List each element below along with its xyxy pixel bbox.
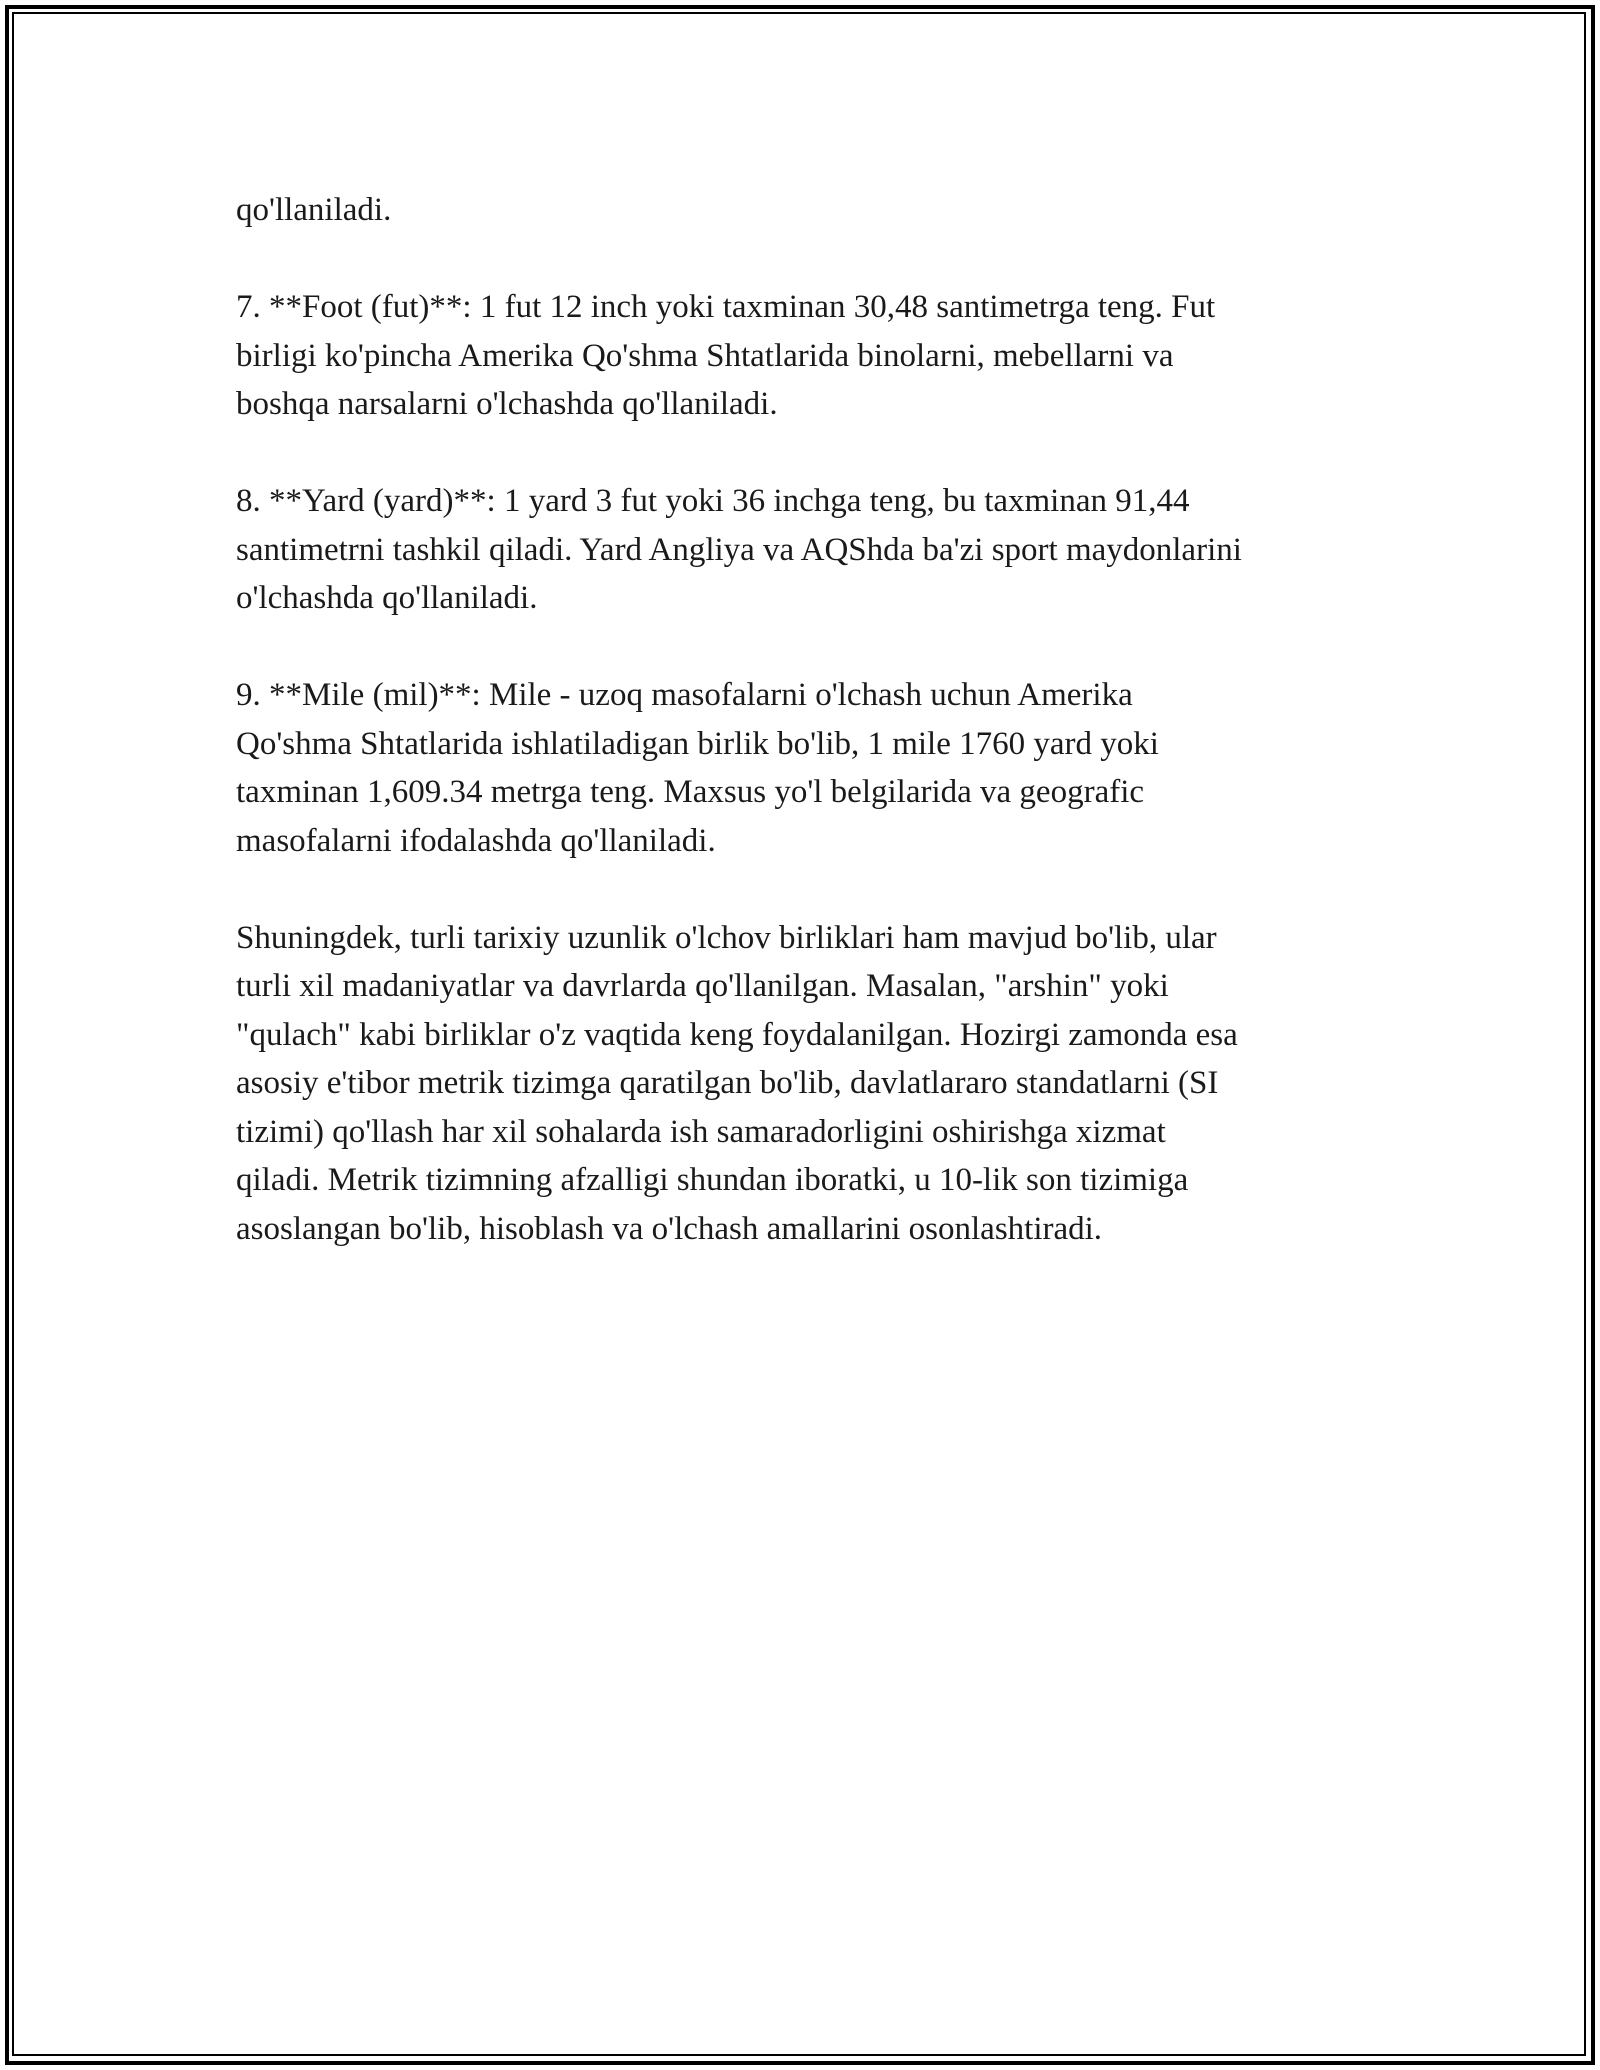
paragraph-mile: 9. **Mile (mil)**: Mile - uzoq masofalarni o'lchash uchun Amerika Qo'shma Shtatlarida ishlatiladigan birlik bo'lib, 1 mile 1760 yard yoki taxminan 1,609.34 metrga teng. Maxsus yo'l belgilarida va geografic masofalarni ifodalashda qo'llaniladi. <box>236 677 1159 859</box>
document-body <box>236 186 1376 1253</box>
paragraph-foot: 7. **Foot (fut)**: 1 fut 12 inch yoki taxminan 30,48 santimetrga teng. Fut birligi ko'pincha Amerika Qo'shma Shtatlarida binolarni, mebellarni va boshqa narsalarni o'lchashda qo'llaniladi. <box>236 289 1216 422</box>
paragraph-yard: 8. **Yard (yard)**: 1 yard 3 fut yoki 36 inchga teng, bu taxminan 91,44 santimetrni tashkil qiladi. Yard Angliya va AQShda ba'zi sport maydonlarini o'lchashda qo'llaniladi. <box>236 483 1242 616</box>
paragraph-continuation: qo'llaniladi. <box>236 192 392 228</box>
paragraph-summary: Shuningdek, turli tarixiy uzunlik o'lchov birliklari ham mavjud bo'lib, ular turli xil madaniyatlar va davrlarda qo'llanilgan. Masalan, "arshin" yoki "qulach" kabi birliklar o'z vaqtida keng foydalanilgan. Hozirgi zamonda esa asosiy e'tibor metrik tizimga qaratilgan bo'lib, davlatlararo standatlarni (SI tizimi) qo'llash har xil sohalarda ish samaradorligini oshirishga xizmat qiladi. Metrik tizimning afzalligi shundan iboratki, u 10-lik son tizimiga asoslangan bo'lib, hisoblash va o'lchash amallarini osonlashtiradi. <box>236 919 1238 1247</box>
